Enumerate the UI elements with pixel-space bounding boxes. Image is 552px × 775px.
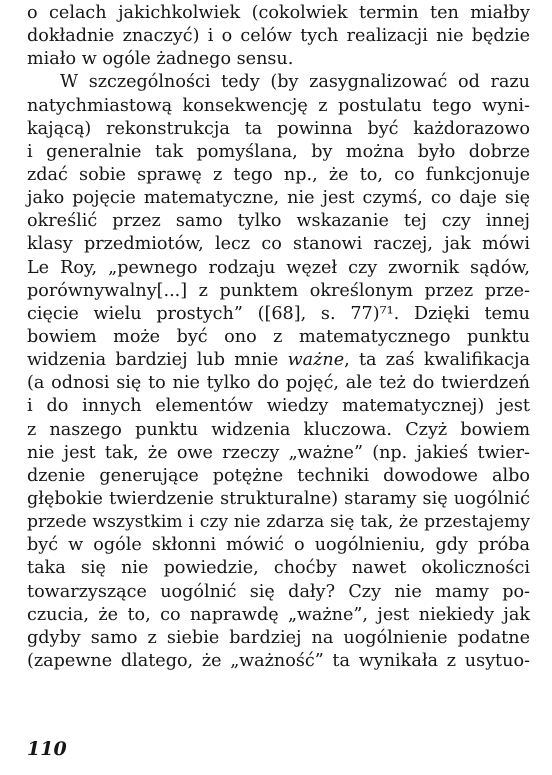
paragraph bbox=[27, 2, 530, 71]
text-line: o celach jakichkolwiek (cokolwiek termin ten miałby bbox=[27, 3, 530, 23]
text-line: dzenie generujące potężne techniki dowodowe albo bbox=[27, 465, 530, 486]
text-line: przede wszystkim i czy nie zdarza się tak, że przestajemy bbox=[27, 512, 530, 533]
text-line: i do innych elementów wiedzy matematycznej) jest bbox=[27, 396, 530, 417]
text-line: zdać sobie sprawę z tego np., że to, co funkcjonuje bbox=[27, 164, 530, 185]
text-line: taka się nie powiedzie, choćby nawet okoliczności bbox=[27, 558, 530, 579]
text-line: jako pojęcie matematyczne, nie jest czymś, co daje się bbox=[27, 188, 530, 209]
text-line: gdyby samo z siebie bardziej na uogólnienie podatne bbox=[27, 627, 530, 648]
text-line: natychmiastową konsekwencję z postulatu tego wyni- bbox=[27, 95, 530, 116]
text-line: miało w ogóle żadnego sensu. bbox=[27, 49, 294, 70]
text-line: bowiem może być ono z matematycznego punktu bbox=[27, 326, 530, 347]
text-line: nie jest tak, że owe rzeczy „ważne” (np. jakieś twier- bbox=[27, 442, 530, 463]
text-line: klasy przedmiotów, lecz co stanowi raczej, jak mówi bbox=[27, 234, 530, 255]
text-line: z naszego punktu widzenia kluczowa. Czyż bowiem bbox=[27, 419, 530, 440]
page-body-text bbox=[27, 2, 530, 673]
text-line: i generalnie tak pomyślana, by można było dobrze bbox=[27, 141, 530, 162]
text-line: być w ogóle skłonni mówić o uogólnieniu, gdy próba bbox=[27, 535, 530, 556]
page-number: 110 bbox=[27, 738, 67, 760]
text-line: cięcie wielu prostych” ([68], s. 77)⁷¹. Dzięki temu bbox=[27, 303, 530, 324]
text-line: Le Roy, „pewnego rodzaju węzeł czy zwornik sądów, bbox=[27, 257, 530, 278]
text-line: kającą) rekonstrukcja ta powinna być każdorazowo bbox=[27, 118, 530, 139]
text-line: towarzyszące uogólnić się dały? Czy nie mamy po- bbox=[27, 581, 530, 602]
emphasized-word: ważne bbox=[287, 350, 345, 371]
text-line: (a odnosi się to nie tylko do pojęć, ale też do twierdzeń bbox=[27, 373, 530, 394]
text-line: czucia, że to, co naprawdę „ważne”, jest niekiedy jak bbox=[27, 604, 530, 625]
paragraph bbox=[27, 71, 530, 673]
text-line: głębokie twierdzenie strukturalne) staramy się uogólnić bbox=[27, 488, 530, 509]
text-line: dokładnie znaczyć) i o celów tych realizacji nie będzie bbox=[27, 26, 530, 47]
text-line: W szczególności tedy (by zasygnalizować od razu bbox=[60, 72, 530, 93]
text-line: porównywalny[...] z punktem określonym przez prze- bbox=[27, 280, 530, 301]
text-line: widzenia bardziej lub mnie ważne, ta zaś kwalifikacja bbox=[27, 350, 530, 371]
text-line: (zapewne dlatego, że „ważność” ta wynikała z usytuo- bbox=[27, 650, 530, 671]
text-line: określić przez samo tylko wskazanie tej czy innej bbox=[27, 211, 530, 232]
